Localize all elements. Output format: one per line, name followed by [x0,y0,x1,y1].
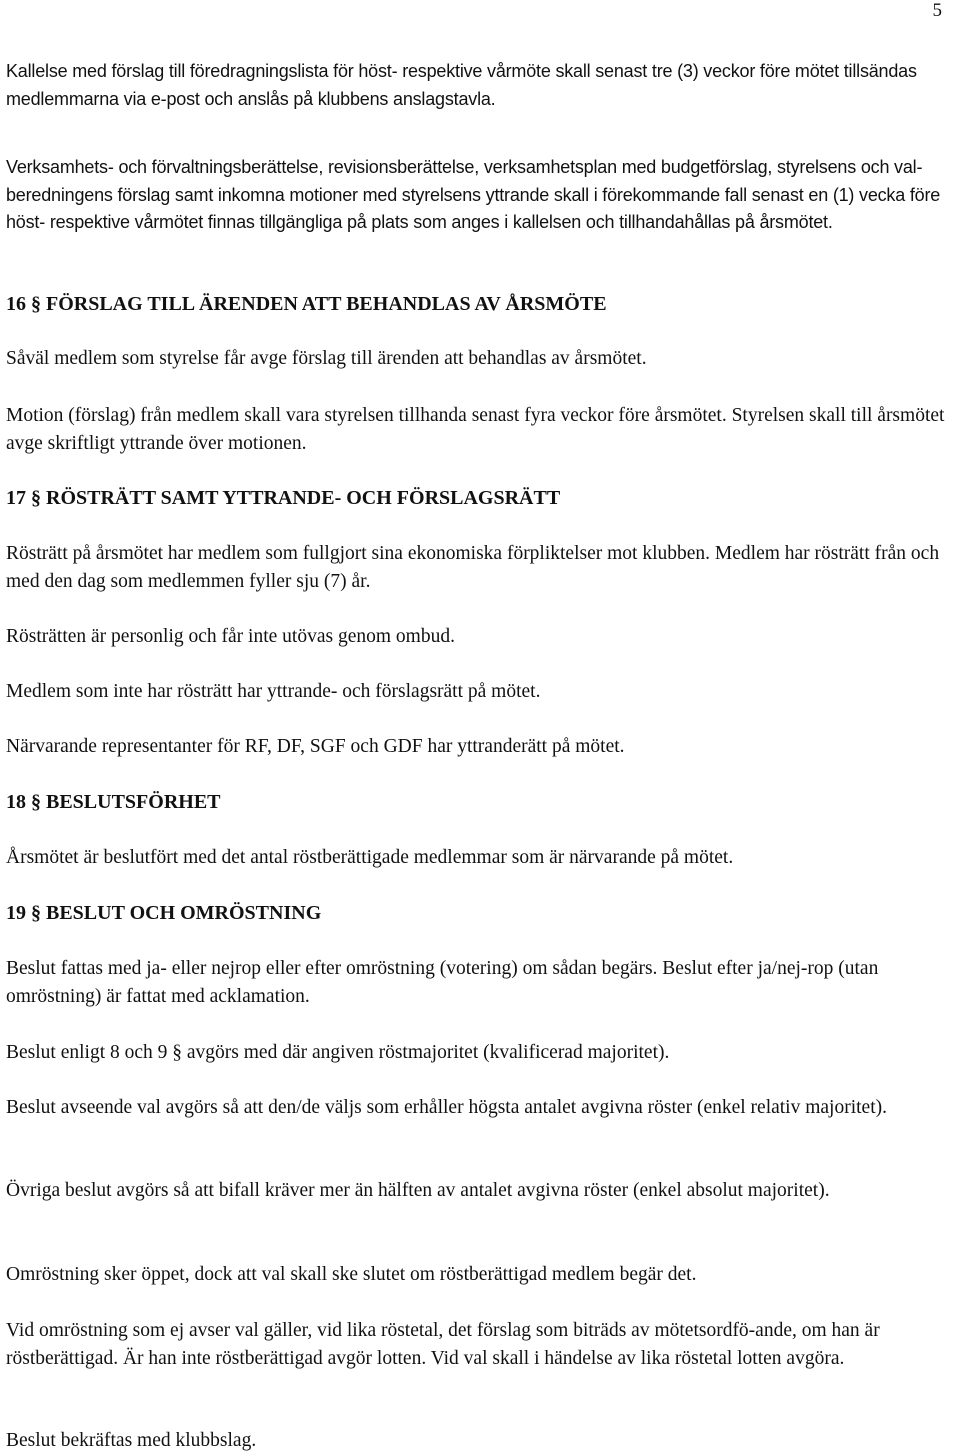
section-19-paragraph-2 [6,1039,954,1067]
paragraph-kallelse: Kallelse med förslag till föredragningslista för höst- respektive vårmöte skall senast tre (3) veckor före mötet tillsändas medlemmarna via e-post och anslås på klubbens anslagstavla. [6,61,917,109]
section-title: FÖRSLAG TILL ÄRENDEN ATT BEHANDLAS AV ÅRSMÖTE [46,293,607,315]
page-number: 5 [932,0,942,21]
section-16-heading [6,291,954,318]
section-number: 19 [6,902,26,924]
section-19-paragraph-3: Beslut avseende val avgörs så att den/de väljs som erhåller högsta antalet avgivna röster (enkel relativ majoritet). [6,1097,887,1118]
section-17-paragraph-3: Medlem som inte har rösträtt har yttrande- och förslagsrätt på mötet. [6,681,541,702]
section-16-paragraph-2: Motion (förslag) från medlem skall vara styrelsen tillhanda senast fyra veckor före årsmötet. Styrelsen skall till årsmötet avge skriftligt yttrande över motionen. [6,405,945,454]
section-symbol: § [31,902,41,924]
section-symbol: § [172,1042,183,1063]
section-17-paragraph-1: Rösträtt på årsmötet har medlem som fullgjort sina ekonomiska förpliktelser mot klubben. Medlem har rösträtt från och med den dag som medlemmen fyller sju (7) år. [6,543,940,592]
section-19-paragraph-4: Övriga beslut avgörs så att bifall kräver mer än hälften av antalet avgivna röster (enkel absolut majoritet). [6,1180,830,1201]
section-18-heading [6,789,954,816]
paragraph-verksamhet: Verksamhets- och förvaltningsberättelse, revisionsberättelse, verksamhetsplan med budgetförslag, styrelsens och val-beredningens förslag samt inkomna motioner med styrelsens yttrande skall i förekommande fall senast en (1) vecka före höst- respektive vårmötet finnas tillgängliga på plats som anges i kallelsen och tillhandahållas på årsmötet. [6,157,941,232]
section-18-paragraph-1: Årsmötet är beslutfört med det antal röstberättigade medlemmar som är närvarande på mötet. [6,847,734,868]
section-16-paragraph-1: Såväl medlem som styrelse får avge förslag till ärenden att behandlas av årsmötet. [6,348,647,369]
section-number: 16 [6,293,26,315]
section-title: RÖSTRÄTT SAMT YTTRANDE- OCH FÖRSLAGSRÄTT [46,487,561,509]
section-title: BESLUTSFÖRHET [46,791,221,813]
paragraph-text-end: avgörs med där angiven röstmajoritet (kvalificerad majoritet). [186,1042,670,1063]
section-symbol: § [31,293,41,315]
section-number: 17 [6,487,26,509]
paragraph-text-start: Beslut enligt 8 och 9 [6,1042,168,1063]
section-17-paragraph-2: Rösträtten är personlig och får inte utövas genom ombud. [6,626,455,647]
section-17-paragraph-4: Närvarande representanter för RF, DF, SGF och GDF har yttranderätt på mötet. [6,736,625,757]
section-19-heading [6,900,954,927]
section-title: BESLUT OCH OMRÖSTNING [46,902,322,924]
section-symbol: § [31,791,41,813]
section-19-paragraph-5: Omröstning sker öppet, dock att val skall ske slutet om röstberättigad medlem begär det. [6,1264,697,1285]
section-19-paragraph-6: Vid omröstning som ej avser val gäller, vid lika röstetal, det förslag som biträds av mötetsordfö-ande, om han är röstberättigad. Är han inte röstberättigad avgör lotten. Vid val skall i händelse av lika röstetal lotten avgöra. [6,1320,880,1369]
section-19-paragraph-7: Beslut bekräftas med klubbslag. [6,1430,257,1451]
section-number: 18 [6,791,26,813]
section-17-heading [6,485,954,512]
section-symbol: § [31,487,41,509]
section-19-paragraph-1: Beslut fattas med ja- eller nejrop eller efter omröstning (votering) om sådan begärs. Beslut efter ja/nej-rop (utan omröstning) är fattat med acklamation. [6,958,879,1007]
